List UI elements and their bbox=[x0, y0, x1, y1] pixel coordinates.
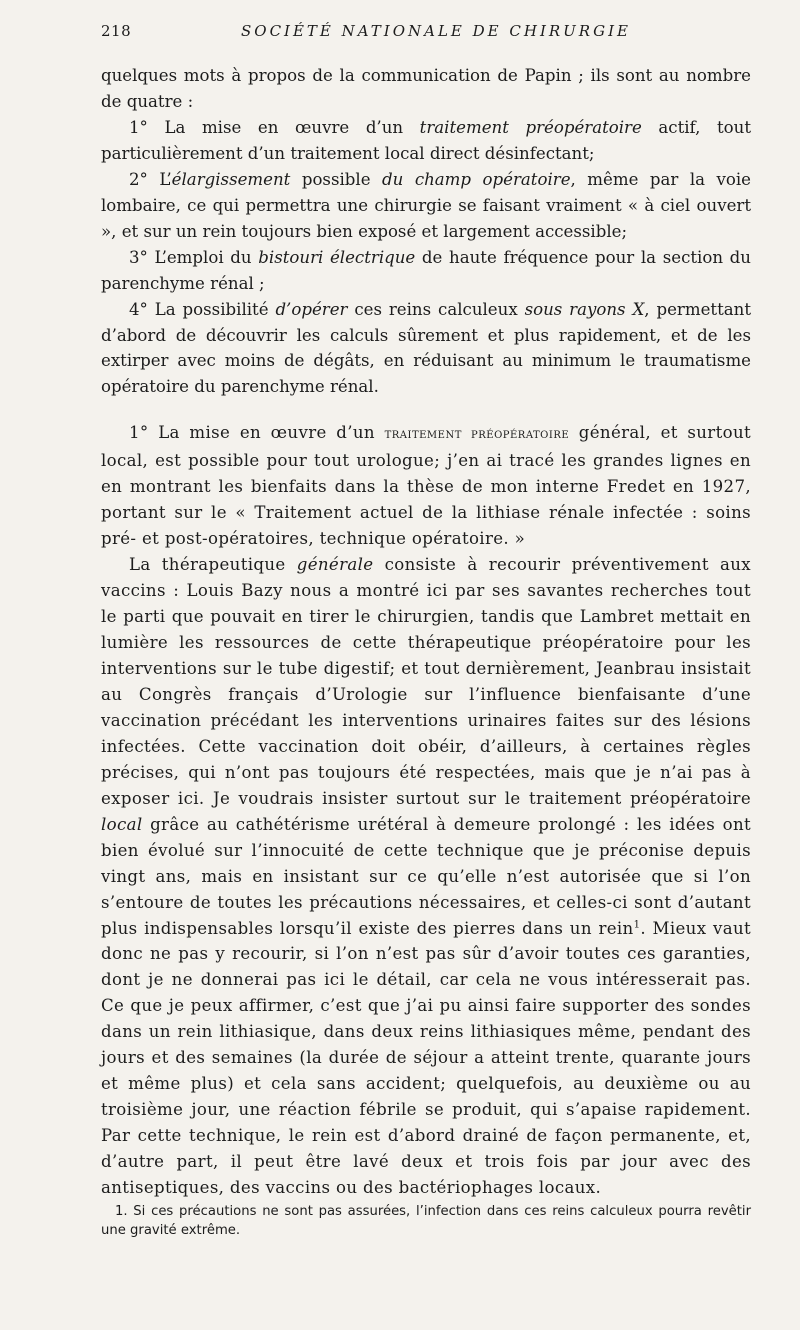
footnote bbox=[101, 1203, 751, 1240]
point-3-number: 3° bbox=[129, 247, 155, 267]
point-2-text: L’ bbox=[159, 169, 172, 189]
footnote-text: 1. Si ces précautions ne sont pas assurées, l’infection dans ces reins calculeux pourra revêtir une gravité extrême. bbox=[101, 1204, 751, 1238]
section-2-text-end: . Mieux vaut donc ne pas y recourir, si l’on n’est pas sûr d’avoir toutes ces garanties, dont je ne donnerai pas ici le détail, car cela ne vous intéresserait pas. Ce que je peux affirmer, c’est que j’ai pu ainsi faire supporter des sondes dans un rein lithiasique, dans deux reins lithiasiques même, pendant des jours et des semaines (la durée de séjour a atteint trente, quarante jours et même plus) et cela sans accident; quelquefois, au deuxième ou au troisième jour, une réaction fébrile se produit, qui s’apaise rapidement. Par cette technique, le rein est d’abord drainé de façon permanente, et, d’autre part, il peut être lavé deux et trois fois par jour avec des antiseptiques, des vaccins ou des bactériophages locaux. bbox=[101, 918, 751, 1198]
page-header bbox=[101, 22, 751, 46]
point-4-emphasis: d’opérer bbox=[275, 299, 348, 319]
point-2-emphasis: élargissement bbox=[171, 169, 291, 189]
section-2-paragraph bbox=[101, 552, 751, 1201]
page-number: 218 bbox=[101, 22, 132, 40]
point-4-number: 4° bbox=[129, 299, 155, 319]
point-4-text-middle: ces reins calculeux bbox=[347, 299, 525, 319]
point-2-number: 2° bbox=[129, 169, 160, 189]
section-2-text-middle: consiste à recourir préventivement aux vaccins : Louis Bazy nous a montré ici par ses savantes recherches tout le parti que pouvait en tirer le chirurgien, tandis que Lambret mettait en lumière les ressources de cette thérapeutique préopératoire pour les interventions sur le tube digestif; et tout dernièrement, Jeanbrau insistait au Congrès français d’Urologie sur l’influence bienfaisante d’une vaccination précédant les interventions urinaires faites sur des lésions infectées. Cette vaccination doit obéir, d’ailleurs, à certaines règles précises, qui n’ont pas toujours été respectées, mais que je n’ai pas à exposer ici. Je voudrais insister surtout sur le traitement préopératoire bbox=[101, 555, 751, 808]
body-text bbox=[101, 63, 751, 1201]
point-4-text-end: , permettant d’abord de découvrir les calculs sûrement et plus rapidement, et de les extirper avec moins de dégâts, en réduisant au minimum le traumatisme opératoire du parenchyme rénal. bbox=[101, 299, 751, 397]
section-1-smallcaps: traitement préopératoire bbox=[384, 426, 570, 443]
point-1-emphasis: traitement préopératoire bbox=[419, 117, 642, 137]
point-4-text: La possibilité bbox=[154, 299, 276, 319]
section-1-paragraph bbox=[101, 420, 751, 552]
footnote-reference[interactable]: 1 bbox=[633, 918, 641, 930]
point-3-emphasis: bistouri électrique bbox=[258, 247, 416, 267]
section-1-text: La mise en œuvre d’un bbox=[158, 423, 385, 443]
point-3-text-end: de haute fréquence pour la section du parenchyme rénal ; bbox=[101, 247, 751, 293]
point-1-text: La mise en œuvre d’un bbox=[164, 117, 420, 137]
point-2 bbox=[101, 167, 751, 245]
point-3 bbox=[101, 245, 751, 297]
point-1-text-end: actif, tout particulièrement d’un traitement local direct désinfectant; bbox=[101, 117, 751, 163]
point-2-text-middle: possible bbox=[290, 169, 383, 189]
section-2-emphasis: générale bbox=[296, 555, 374, 575]
point-4 bbox=[101, 297, 751, 401]
point-2-text-end: , même par la voie lombaire, ce qui permettra une chirurgie se faisant vraiment « à ciel ouvert », et sur un rein toujours bien exposé et largement accessible; bbox=[101, 169, 751, 241]
section-2-emphasis-2: local bbox=[101, 814, 143, 834]
intro-paragraph bbox=[101, 63, 751, 115]
point-2-emphasis-2: du champ opératoire bbox=[382, 169, 571, 189]
point-1-number: 1° bbox=[129, 117, 165, 137]
running-head: SOCIÉTÉ NATIONALE DE CHIRURGIE bbox=[241, 22, 631, 40]
point-4-emphasis-2: sous rayons X bbox=[524, 299, 645, 319]
point-3-text: L’emploi du bbox=[154, 247, 259, 267]
point-1 bbox=[101, 115, 751, 167]
intro-text: quelques mots à propos de la communication de Papin ; ils sont au nombre de quatre : bbox=[101, 66, 751, 111]
section-1-text-end: général, et surtout local, est possible pour tout urologue; j’en ai tracé les grandes lignes en en montrant les bienfaits dans la thèse de mon interne Fredet en 1927, portant sur le « Traitement actuel de la lithiase rénale infectée : soins pré- et post-opératoires, technique opératoire. » bbox=[101, 423, 751, 549]
section-2-text: La thérapeutique bbox=[129, 555, 297, 575]
section-1-number: 1° bbox=[129, 423, 159, 443]
section-2-text-continued: grâce au cathétérisme urétéral à demeure prolongé : les idées ont bien évolué sur l’innocuité de cette technique que je préconise depuis vingt ans, mais en insistant sur ce qu’elle n’est autorisée que si l’on s’entoure de toutes les précautions nécessaires, et celles-ci sont d’autant plus indispensables lorsqu’il existe des pierres dans un rein bbox=[101, 814, 751, 938]
